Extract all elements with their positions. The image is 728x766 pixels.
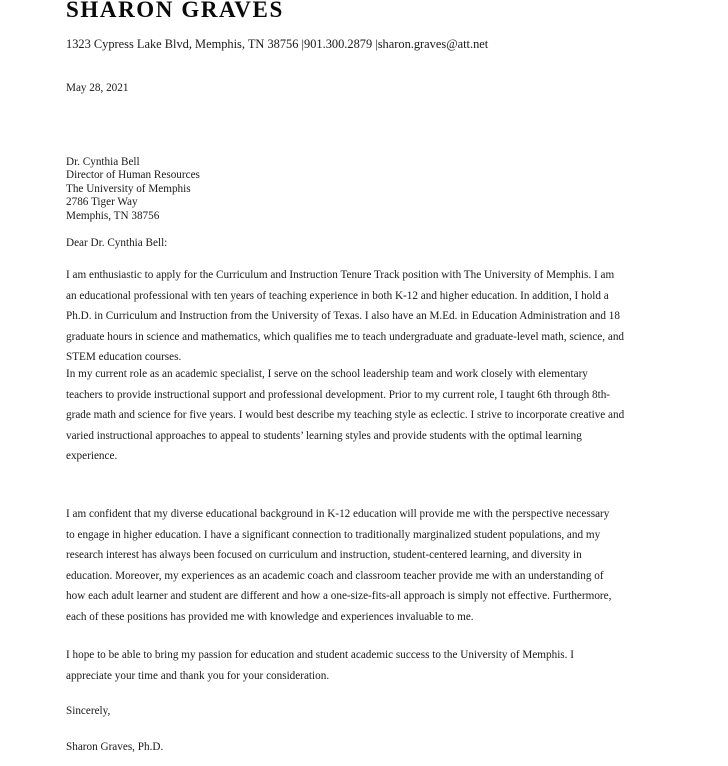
paragraph-line: to engage in higher education. I have a significant connection to traditionally marginalized student populations, and my xyxy=(66,528,601,541)
paragraph-line: teachers to provide instructional support and professional development. Prior to my current role, I taught 6th through 8th- xyxy=(66,388,611,401)
signature: Sharon Graves, Ph.D. xyxy=(66,741,164,753)
recipient-title: Director of Human Resources xyxy=(66,169,200,182)
paragraph-line: varied instructional approaches to appeal to students’ learning styles and provide students with the optimal learning xyxy=(66,429,582,442)
paragraph-line: I hope to be able to bring my passion for education and student academic success to the University of Memphis. I xyxy=(66,649,574,661)
paragraph-line: STEM education courses. xyxy=(66,351,182,364)
paragraph-line: education. Moreover, my experiences as an academic coach and classroom teacher provide me with an understanding of xyxy=(66,569,604,582)
body-paragraph-4 xyxy=(66,645,666,686)
body-paragraph-3 xyxy=(66,504,666,628)
closing: Sincerely, xyxy=(66,705,111,717)
salutation: Dear Dr. Cynthia Bell: xyxy=(66,237,168,249)
paragraph-line: experience. xyxy=(66,450,118,463)
recipient-organization: The University of Memphis xyxy=(66,182,191,195)
body-paragraph-1 xyxy=(66,265,666,368)
paragraph-line: appreciate your time and thank you for your consideration. xyxy=(66,669,330,682)
paragraph-line: graduate hours in science and mathematics, which qualifies me to teach undergraduate and graduate-level math, science, and xyxy=(66,330,625,343)
paragraph-line: an educational professional with ten years of teaching experience in both K-12 and higher education. In addition, I hold a xyxy=(66,289,609,302)
applicant-name: SHARON GRAVES xyxy=(66,0,284,22)
paragraph-line: grade math and science for five years. I would best describe my teaching style as eclectic. I strive to incorporate creative and xyxy=(66,409,625,422)
body-paragraph-2 xyxy=(66,364,666,467)
letter-date: May 28, 2021 xyxy=(66,82,129,94)
paragraph-line: each of these positions has provided me with knowledge and experiences invaluable to me. xyxy=(66,610,474,623)
recipient-address-block xyxy=(66,156,200,223)
contact-info: 1323 Cypress Lake Blvd, Memphis, TN 38756 |901.300.2879 |sharon.graves@att.net xyxy=(66,37,489,51)
recipient-street: 2786 Tiger Way xyxy=(66,196,138,209)
recipient-city-state-zip: Memphis, TN 38756 xyxy=(66,209,160,222)
paragraph-line: how each adult learner and student are different and how a one-size-fits-all approach is simply not effective. Furthermore, xyxy=(66,590,612,603)
paragraph-line: research interest has always been focused on curriculum and instruction, student-centered learning, and diversity in xyxy=(66,549,582,562)
paragraph-line: I am confident that my diverse educational background in K-12 education will provide me with the perspective necessary xyxy=(66,508,610,520)
paragraph-line: In my current role as an academic specialist, I serve on the school leadership team and work closely with elementary xyxy=(66,368,588,380)
paragraph-line: Ph.D. in Curriculum and Instruction from the University of Texas. I also have an M.Ed. in Education Administration and 18 xyxy=(66,310,620,323)
paragraph-line: I am enthusiastic to apply for the Curriculum and Instruction Tenure Track position with The University of Memphis. I am xyxy=(66,269,615,281)
recipient-name: Dr. Cynthia Bell xyxy=(66,156,140,168)
